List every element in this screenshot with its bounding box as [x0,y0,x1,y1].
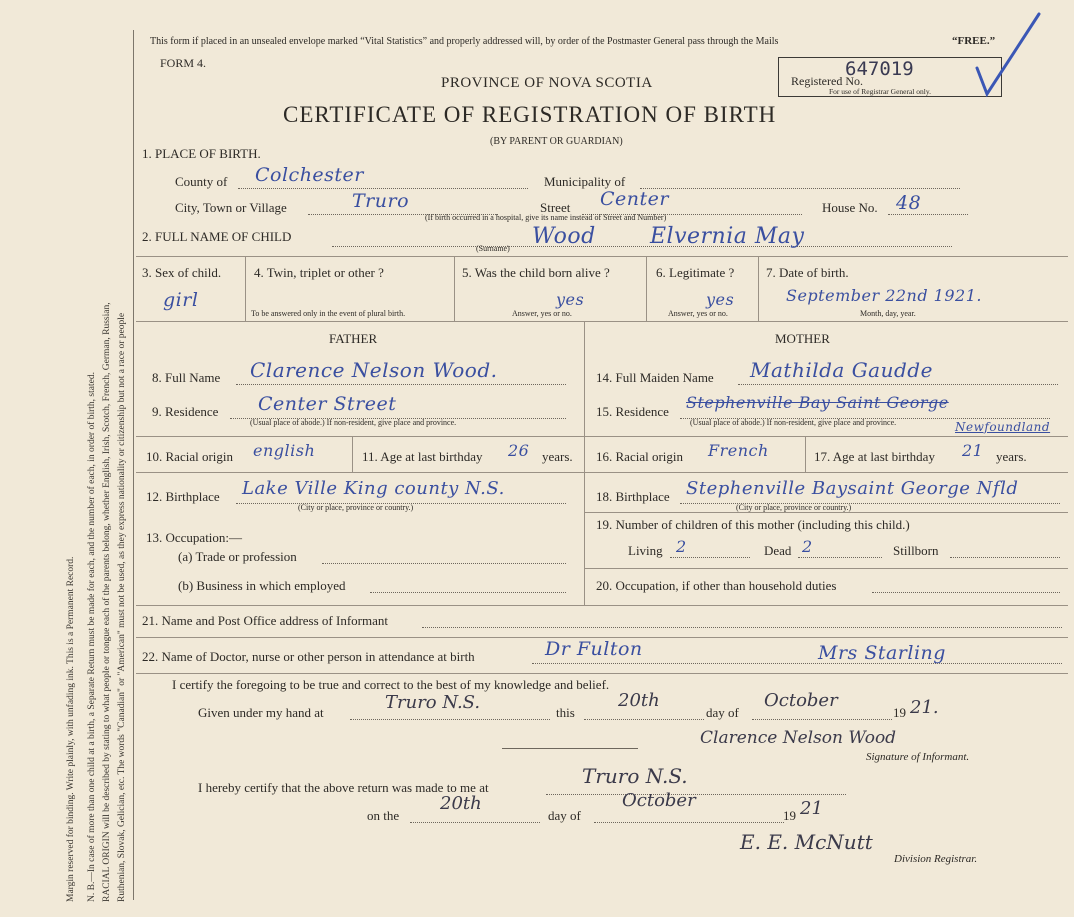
child-surname: Wood [532,224,596,249]
mother-name-value: Mathilda Gaudde [750,358,933,382]
mother-children-label: 19. Number of children of this mother (including this child.) [596,517,910,532]
certificate-title: CERTIFICATE OF REGISTRATION OF BIRTH [283,102,777,127]
legit-value: yes [706,290,735,309]
mother-years-label: years. [996,449,1027,464]
dead-value: 2 [802,537,813,556]
month-line [752,719,892,720]
mother-birthplace-note: (City or place, province or country.) [736,503,852,512]
alive-value: yes [556,290,585,309]
mother-racial-value: French [708,441,769,460]
mother-racial-label: 16. Racial origin [596,449,684,464]
date-of-birth-value: September 22nd 1921. [786,286,982,305]
mother-residence-value: Stephenville Bay Saint George [686,393,949,412]
place-of-birth-label: 1. PLACE OF BIRTH. [142,146,261,161]
reg-month-line [594,822,784,823]
registrar-statement: I hereby certify that the above return was made to me at [198,780,489,795]
father-residence-value: Center Street [258,393,397,415]
reg-day: 20th [440,793,482,814]
twin-label: 4. Twin, triplet or other ? [254,265,384,280]
registered-number: 647019 [845,58,914,80]
father-birthplace-note: (City or place, province or country.) [298,503,414,512]
year-suffix: 21. [910,697,939,718]
rule-children-top [584,512,1068,513]
informant-signature-label: Signature of Informant. [866,751,970,763]
margin-note-3: RACIAL ORIGIN will be described by stating to what people or tongue each of the parents belong, whether English, Irish, Scotch, French, German, Russian, [102,302,112,902]
checkmark-icon [965,10,1045,100]
informant-line [422,627,1062,628]
registrar-signature: E. E. McNutt [740,830,873,854]
mother-residence-label: 15. Residence [596,404,669,419]
certificate-subtitle: (BY PARENT OR GUARDIAN) [490,136,623,147]
margin-rule [133,30,134,900]
informant-label: 21. Name and Post Office address of Informant [142,613,388,628]
father-birthplace-value: Lake Ville King county N.S. [242,478,505,499]
municipality-label: Municipality of [544,174,626,189]
mother-residence-extra: Newfoundland [955,420,1051,434]
rule-racial-bottom [136,472,1068,473]
rule-parent-divider [584,321,585,605]
hospital-note: (If birth occurred in a hospital, give its name instead of Street and Number) [425,213,667,222]
doctor-line [532,663,1062,664]
date-of-birth-note: Month, day, year. [860,309,916,318]
rule-v3 [646,256,647,321]
year-prefix: 19 [893,705,906,720]
given-label: Given under my hand at [198,705,324,720]
reg-year-suffix: 21 [800,798,823,819]
father-residence-note: (Usual place of abode.) If non-resident, give place and province. [250,418,457,427]
reg-month: October [622,790,696,811]
dead-line [798,557,882,558]
sex-value: girl [163,289,199,311]
reg-day-of-label: day of [548,808,581,823]
given-place: Truro N.S. [385,692,481,713]
street-value: Center [600,188,669,210]
county-line [238,188,528,189]
rule-racial-f [352,436,353,472]
stillborn-label: Stillborn [893,543,939,558]
mother-age-value: 21 [962,441,984,460]
city-label: City, Town or Village [175,200,287,215]
father-age-label: 11. Age at last birthday [362,449,483,464]
day-of-label: day of [706,705,739,720]
trade-label: (a) Trade or profession [178,549,297,564]
given-line [350,719,550,720]
trade-line [322,563,566,564]
form-number: FORM 4. [160,56,207,70]
registered-label: Registered No. [791,74,863,88]
father-name-label: 8. Full Name [152,370,221,385]
city-value: Truro [352,190,410,212]
mother-residence-note: (Usual place of abode.) If non-resident, give place and province. [690,418,897,427]
given-day: 20th [618,690,660,711]
living-line [670,557,750,558]
house-value: 48 [896,192,922,214]
child-given-names: Elvernia May [650,224,805,249]
surname-label: (Surname) [476,244,510,253]
on-the-label: on the [367,808,400,823]
rule-racial-m [805,436,806,472]
father-racial-value: english [253,441,316,460]
mother-age-label: 17. Age at last birthday [814,449,935,464]
margin-note-2: N. B.—In case of more than one child at a birth, a Separate Return must be made for each, and the number of each, in order of birth, stated. [87,372,97,902]
stillborn-line [950,557,1060,558]
margin-note-1: Margin reserved for binding. Write plainly, with unfading ink. This is a Permanent Record. [66,556,76,902]
this-label: this [556,705,575,720]
sex-label: 3. Sex of child. [142,265,222,280]
rule-certify-top [136,673,1068,674]
certify-statement: I certify the foregoing to be true and correct to the best of my knowledge and belief. [172,677,610,692]
father-name-line [236,384,566,385]
father-heading: FATHER [329,331,378,346]
mother-birthplace-value: Stephenville Baysaint George Nfld [686,478,1019,499]
doctor-label: 22. Name of Doctor, nurse or other person in attendance at birth [142,649,475,664]
date-of-birth-label: 7. Date of birth. [766,265,849,280]
alive-label: 5. Was the child born alive ? [462,265,610,280]
county-value: Colchester [255,164,364,186]
rule-short [502,748,638,749]
registrar-signature-label: Division Registrar. [894,853,978,865]
nurse-value: Mrs Starling [818,642,946,664]
reg-day-line [410,822,540,823]
rule-informant-top [136,605,1068,606]
mother-heading: MOTHER [775,331,830,346]
free-label: “FREE.” [952,35,996,47]
child-name-label: 2. FULL NAME OF CHILD [142,229,292,244]
father-years-label: years. [542,449,573,464]
municipality-line [640,188,960,189]
living-label: Living [628,543,663,558]
father-residence-label: 9. Residence [152,404,219,419]
mother-birthplace-label: 18. Birthplace [596,489,670,504]
twin-note: To be answered only in the event of plural birth. [251,309,406,318]
province-heading: PROVINCE OF NOVA SCOTIA [441,75,653,91]
house-line [888,214,968,215]
mother-occupation-line [872,592,1060,593]
father-occupation-label: 13. Occupation:— [146,530,243,545]
business-line [370,592,566,593]
informant-signature: Clarence Nelson Wood [700,728,897,748]
rule-v2 [454,256,455,321]
mother-name-line [738,384,1058,385]
father-age-value: 26 [508,441,530,460]
registrar-place-line [546,794,846,795]
dead-label: Dead [764,543,792,558]
rule-v1 [245,256,246,321]
business-label: (b) Business in which employed [178,578,346,593]
reg-year-prefix: 19 [783,808,796,823]
legit-label: 6. Legitimate ? [656,265,735,280]
father-name-value: Clarence Nelson Wood. [250,358,498,382]
rule-occupation-top [584,568,1068,569]
day-line [584,719,704,720]
registrar-place: Truro N.S. [582,764,688,788]
doctor-value: Dr Fulton [545,638,643,660]
rule-row3-bottom [136,321,1068,322]
living-value: 2 [676,537,687,556]
legit-note: Answer, yes or no. [668,309,728,318]
rule-v4 [758,256,759,321]
father-birthplace-label: 12. Birthplace [146,489,220,504]
rule-racial-top [136,436,1068,437]
mother-occupation-label: 20. Occupation, if other than household duties [596,578,837,593]
alive-note: Answer, yes or no. [512,309,572,318]
county-label: County of [175,174,228,189]
mother-name-label: 14. Full Maiden Name [596,370,714,385]
given-month: October [764,690,838,711]
street-label: Street [540,200,571,215]
mail-notice: This form if placed in an unsealed envelope marked “Vital Statistics” and properly addressed will, by order of the Postmaster General pass through the Mails [150,36,779,47]
house-label: House No. [822,200,878,215]
child-name-line [332,246,952,247]
rule-row3-top [136,256,1068,257]
father-racial-label: 10. Racial origin [146,449,234,464]
registrar-note: For use of Registrar General only. [829,87,931,96]
margin-note-4: Ruthenian, Slovak, Gelician, etc. The words "Canadian" or "American" must not be used, as they express nationality or citizenship but not a race or people [117,312,127,902]
